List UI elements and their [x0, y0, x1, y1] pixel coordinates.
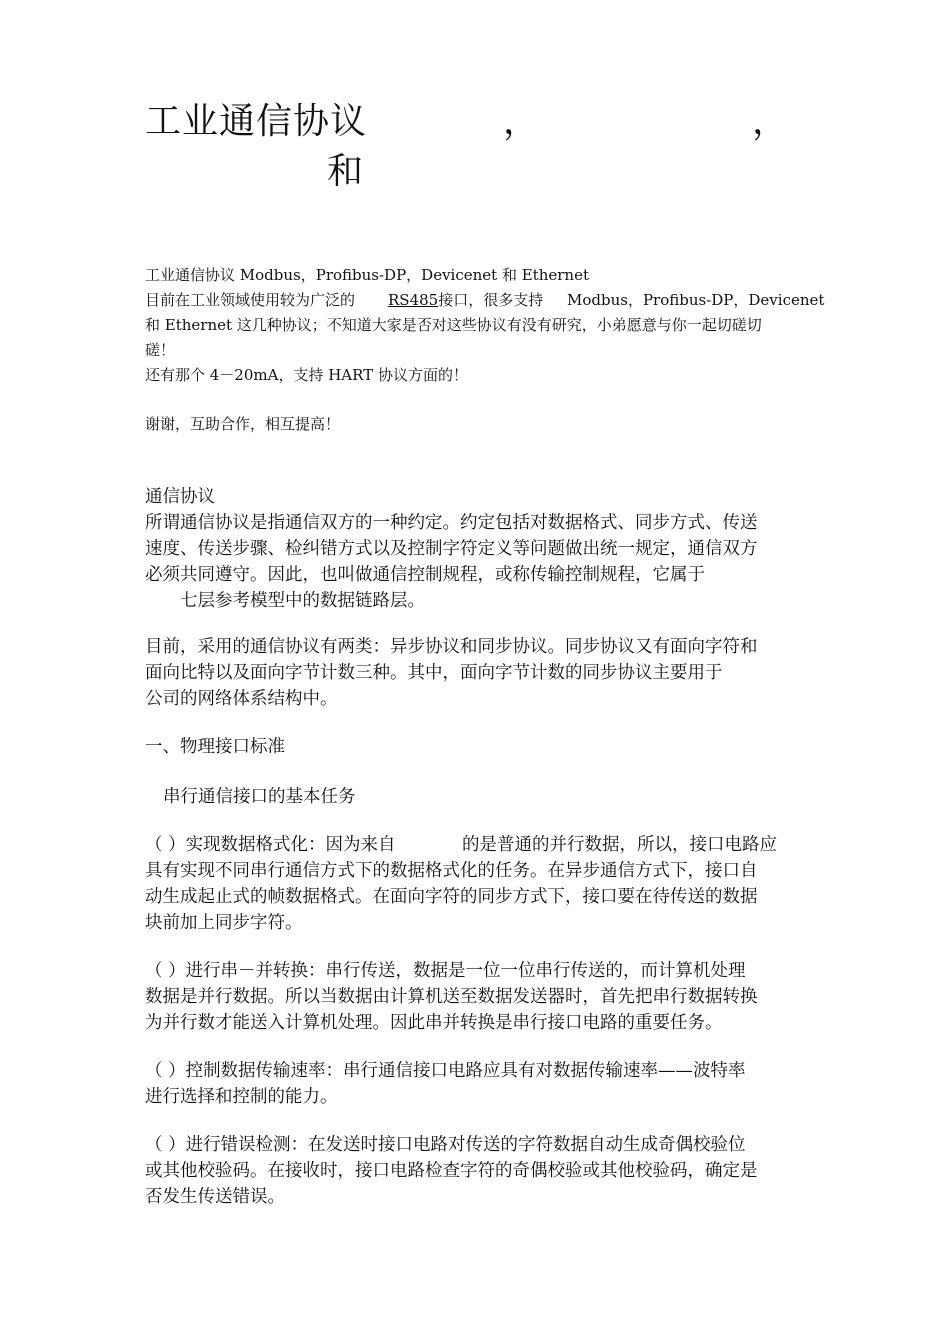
post-line: 磋！: [145, 341, 176, 359]
paragraph-line: 公司的网络体系结构中。: [145, 689, 338, 709]
list-item-line: 的是普通的并行数据，所以，接口电路应: [462, 835, 777, 855]
rs485-link[interactable]: RS485: [388, 291, 439, 309]
subsection-heading: 串行通信接口的基本任务: [163, 787, 356, 807]
post-line: Modbus，Profibus-DP，Devicenet: [567, 291, 825, 309]
title-comma: ，: [752, 101, 790, 142]
list-item-line: 为并行数才能送入计算机处理。因此串并转换是串行接口电路的重要任务。: [145, 1013, 723, 1033]
post-line: 工业通信协议 Modbus，Profibus-DP，Devicenet 和 Ethernet: [145, 266, 589, 284]
list-item-line: 块前加上同步字符。: [145, 913, 303, 933]
section-heading: 一、物理接口标准: [145, 737, 285, 757]
list-item-line: 具有实现不同串行通信方式下的数据格式化的任务。在异步通信方式下，接口自: [145, 861, 758, 881]
list-item-line: （ ）进行串－并转换：串行传送，数据是一位一位串行传送的，而计算机处理: [145, 961, 746, 981]
post-text: 目前在工业领域使用较为广泛的: [145, 291, 356, 309]
paragraph-line: 速度、传送步骤、检纠错方式以及控制字符定义等问题做出统一规定，通信双方: [145, 539, 758, 559]
list-item-line: 动生成起止式的帧数据格式。在面向字符的同步方式下，接口要在待传送的数据: [145, 887, 758, 907]
post-line: 和 Ethernet 这几种协议；不知道大家是否对这些协议有没有研究，小弟愿意与你一起切磋切: [145, 316, 762, 334]
title-comma: ，: [503, 101, 541, 142]
paragraph-line: 所谓通信协议是指通信双方的一种约定。约定包括对数据格式、同步方式、传送: [145, 513, 758, 533]
paragraph-line: 必须共同遵守。因此，也叫做通信控制规程，或称传输控制规程，它属于: [145, 565, 705, 585]
post-text: 接口，很多支持: [438, 291, 544, 309]
paragraph-line: 目前，采用的通信协议有两类：异步协议和同步协议。同步协议又有面向字符和: [145, 637, 758, 657]
post-line: [388, 288, 543, 312]
title-conjunction: 和: [327, 151, 365, 192]
list-item-line: （ ）控制数据传输速率：串行通信接口电路应具有对数据传输速率——波特率: [145, 1061, 746, 1081]
document-title: 工业通信协议: [145, 101, 368, 142]
paragraph-line: 七层参考模型中的数据链路层。: [180, 591, 425, 611]
post-line: 还有那个 4－20mA，支持 HART 协议方面的！: [145, 366, 468, 384]
list-item-line: （ ）进行错误检测：在发送时接口电路对传送的字符数据自动生成奇偶校验位: [145, 1135, 746, 1155]
post-line: [145, 288, 355, 312]
list-item-line: 进行选择和控制的能力。: [145, 1087, 338, 1107]
section-heading: 通信协议: [145, 487, 215, 507]
post-line: 谢谢，互助合作，相互提高！: [145, 415, 341, 433]
list-item-line: 数据是并行数据。所以当数据由计算机送至数据发送器时，首先把串行数据转换: [145, 987, 758, 1007]
list-item-line: 否发生传送错误。: [145, 1187, 285, 1207]
paragraph-line: 面向比特以及面向字节计数三种。其中，面向字节计数的同步协议主要用于: [145, 663, 723, 683]
list-item-line: 或其他校验码。在接收时，接口电路检查字符的奇偶校验或其他校验码，确定是: [145, 1161, 758, 1181]
list-item-line: （ ）实现数据格式化：因为来自: [145, 835, 396, 855]
